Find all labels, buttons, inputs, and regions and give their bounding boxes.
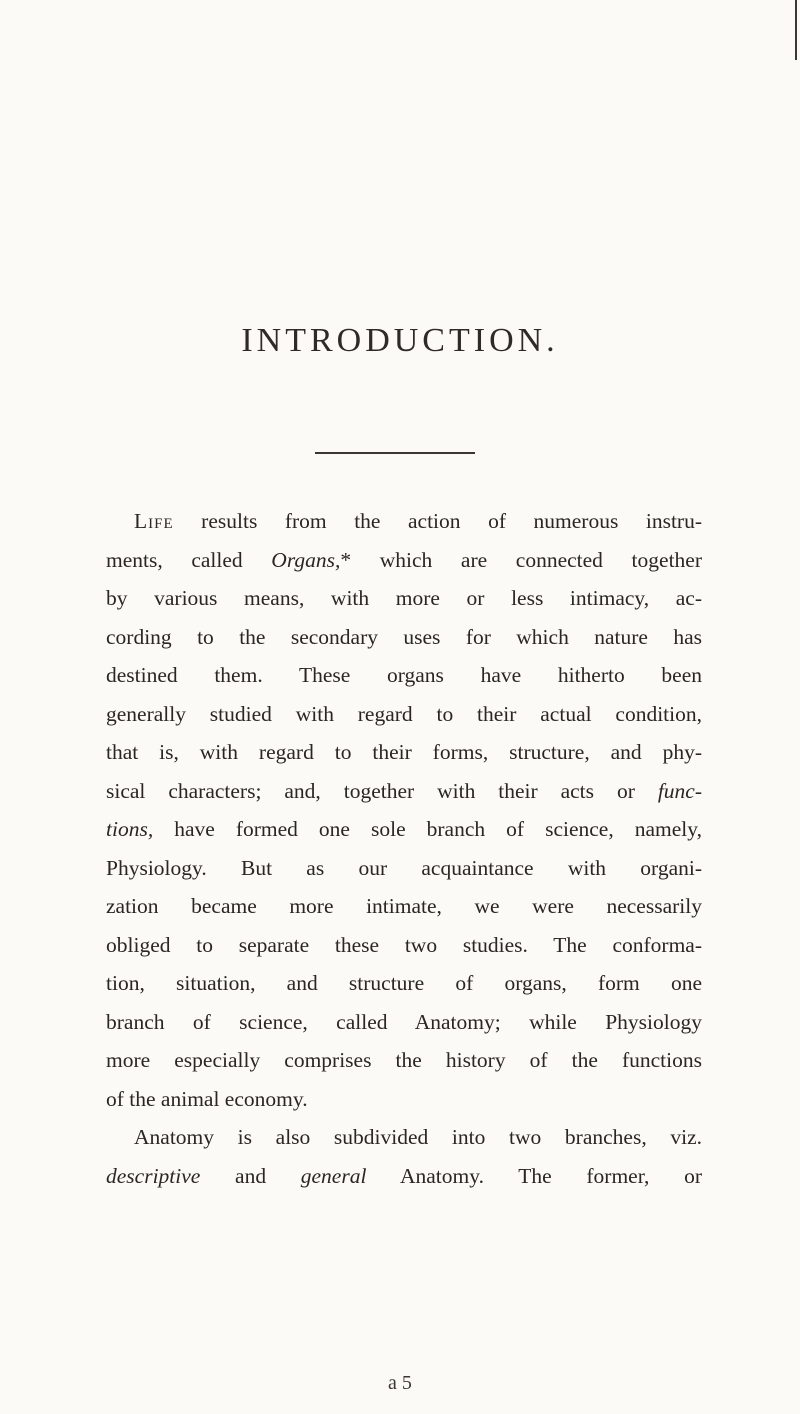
- text-line: [106, 502, 702, 541]
- italic-term: tions,: [106, 817, 154, 841]
- text-segment: ments, called: [106, 547, 272, 572]
- signature-mark: a 5: [388, 1372, 412, 1394]
- italic-term: func-: [657, 778, 702, 803]
- heading-rule: [315, 452, 475, 454]
- text-line: [106, 541, 702, 580]
- text-line: generally studied with regard to their actual condition,: [106, 701, 702, 726]
- drop-word: Life: [134, 509, 174, 533]
- body-text: [106, 502, 702, 1195]
- text-line: zation became more intimate, we were necessarily: [106, 894, 702, 918]
- text-line: by various means, with more or less intimacy, ac-: [106, 586, 702, 610]
- italic-term: general: [300, 1163, 367, 1188]
- italic-term: descriptive: [106, 1163, 201, 1188]
- text-line: cording to the secondary uses for which nature has: [106, 624, 702, 649]
- page-heading: INTRODUCTION.: [241, 322, 559, 359]
- italic-term: Organs,: [271, 547, 341, 572]
- text-segment: and: [200, 1163, 301, 1188]
- text-line: more especially comprises the history of the functions: [106, 1048, 702, 1072]
- text-line: [106, 772, 702, 811]
- text-line: obliged to separate these two studies. The conforma-: [106, 932, 702, 957]
- text-line: destined them. These organs have hitherto been: [106, 663, 702, 687]
- text-line: of the animal economy.: [106, 1086, 308, 1111]
- page-edge-mark: [795, 0, 797, 60]
- text-line: Physiology. But as our acquaintance with organi-: [106, 855, 702, 880]
- text-line: branch of science, called Anatomy; while Physiology: [106, 1009, 702, 1034]
- text-segment: have formed one sole branch of science, namely,: [153, 817, 702, 841]
- text-segment: sical characters; and, together with their acts or: [106, 778, 658, 803]
- text-line: [106, 810, 702, 849]
- text-segment: results from the action of numerous instru-: [173, 509, 702, 533]
- text-segment: * which are connected together: [340, 547, 702, 572]
- text-line: [106, 1157, 702, 1196]
- text-segment: Anatomy. The former, or: [366, 1163, 702, 1188]
- text-line: tion, situation, and structure of organs, form one: [106, 971, 702, 995]
- text-line: that is, with regard to their forms, structure, and phy-: [106, 740, 702, 764]
- text-line: Anatomy is also subdivided into two branches, viz.: [134, 1125, 702, 1149]
